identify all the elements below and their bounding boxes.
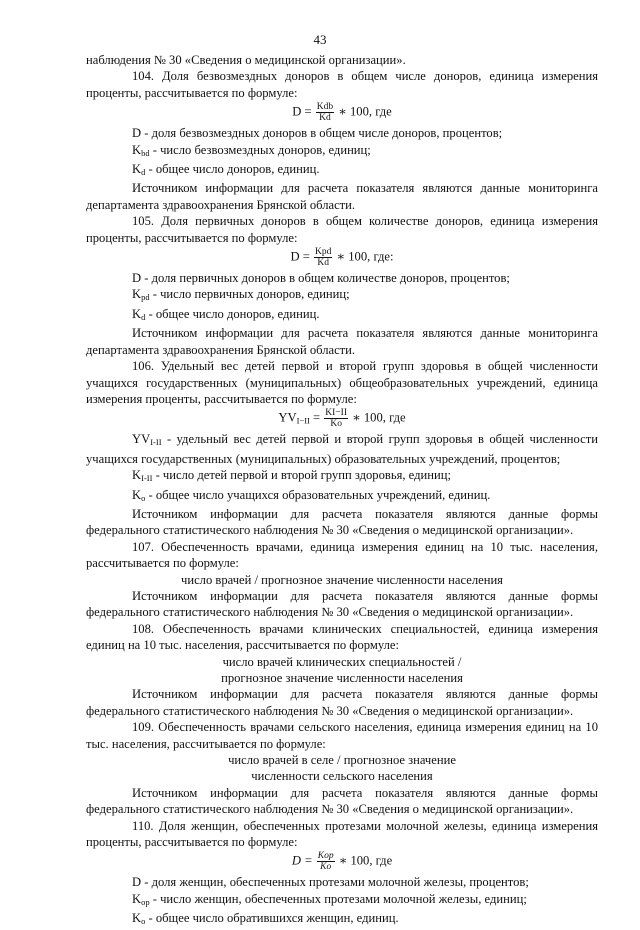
var-subscript: I-II [141, 473, 153, 484]
var-description: - число первичных доноров, единиц; [149, 287, 350, 302]
formula-109-line-1: число врачей в селе / прогнозное значение [228, 753, 456, 768]
var-description: - число женщин, обеспеченных протезами молочной железы, единиц; [149, 891, 527, 906]
formula-109-line-2: численности сельского населения [251, 769, 433, 784]
variable-definition [86, 286, 598, 305]
formula-fraction [324, 408, 348, 429]
formula-rhs: ∗ 100, где [352, 410, 406, 425]
section-105-text: 105. Доля первичных доноров в общем количестве доноров, единица измерения проценты, рассчитывается по формуле: [86, 214, 598, 245]
formula-rhs: ∗ 100, где [338, 853, 393, 868]
var-description: - общее число обратившихся женщин, единиц. [145, 911, 399, 926]
var-symbol: K [132, 487, 142, 502]
formula-107: число врачей / прогнозное значение численности населения [181, 572, 503, 587]
variable-definition [86, 142, 598, 161]
var-subscript: d [141, 167, 146, 178]
var-symbol: K [132, 306, 142, 321]
var-description: - общее число учащихся образовательных учреждений, единиц. [145, 487, 491, 502]
section-105-source: Источником информации для расчета показателя являются данные мониторинга департамента здравоохранения Брянской области. [86, 326, 598, 357]
formula-numerator: Kop [317, 851, 334, 862]
formula-denominator: Ko [320, 862, 332, 873]
variable-definition: D - доля безвозмездных доноров в общем числе доноров, процентов; [132, 126, 503, 141]
formula-rhs: ∗ 100, где: [336, 249, 394, 264]
var-description: - общее число доноров, единиц. [145, 162, 320, 177]
formula-fraction [317, 851, 335, 872]
formula-lhs: D = [292, 104, 312, 119]
var-symbol: K [132, 891, 142, 906]
formula-equals: = [309, 410, 321, 425]
section-107-text: 107. Обеспеченность врачами, единица измерения единиц на 10 тыс. населения, рассчитывается по формуле: [86, 539, 598, 571]
var-symbol: K [132, 287, 142, 302]
formula-106 [86, 408, 598, 429]
var-symbol: K [132, 162, 142, 177]
formula-lhs-subscript: I−II [296, 415, 310, 426]
var-symbol: K [132, 911, 142, 926]
formula-104 [86, 102, 598, 123]
variable-definition [86, 431, 598, 467]
section-107-source: Источником информации для расчета показателя являются данные формы федерального статистического наблюдения № 30 «Сведения о медицинской организации». [86, 588, 598, 620]
section-108-source: Источником информации для расчета показателя являются данные формы федерального статистического наблюдения № 30 «Сведения о медицинской организации». [86, 687, 598, 718]
variable-definition [86, 161, 598, 180]
var-subscript: pd [141, 292, 150, 303]
var-symbol: YV [132, 432, 151, 447]
variable-definition [86, 891, 598, 910]
page-number: 43 [313, 32, 327, 47]
formula-lhs: D = [291, 853, 313, 868]
var-subscript: d [141, 311, 146, 322]
var-subscript: o [141, 492, 146, 503]
var-symbol: K [132, 142, 142, 157]
section-104-source: Источником информации для расчета показателя являются данные мониторинга департамента здравоохранения Брянской области. [86, 181, 598, 212]
variable-definition: D - доля женщин, обеспеченных протезами молочной железы, процентов; [132, 875, 529, 890]
formula-denominator: Ko [330, 419, 342, 430]
formula-lhs: D = [290, 249, 310, 264]
formula-denominator: Kd [319, 113, 331, 124]
section-109-text: 109. Обеспеченность врачами сельского населения, единица измерения единиц на 10 тыс. населения, рассчитывается по формуле: [86, 720, 598, 751]
formula-lhs: YV [278, 410, 297, 425]
var-description: - общее число доноров, единиц. [145, 306, 320, 321]
formula-numerator: Kpd [315, 247, 332, 258]
var-description: - число детей первой и второй групп здоровья, единиц; [152, 468, 451, 483]
formula-108-line-1: число врачей клинических специальностей / [222, 654, 462, 669]
section-106-text: 106. Удельный вес детей первой и второй групп здоровья в общей численности учащихся государственных (муниципальных) общеобразовательных учреждений, единица измерения проценты, рассчитывается по формуле: [86, 359, 598, 406]
formula-fraction [314, 247, 332, 268]
variable-definition [86, 910, 598, 929]
section-109-source: Источником информации для расчета показателя являются данные формы федерального статистического наблюдения № 30 «Сведения о медицинской организации». [86, 785, 598, 817]
var-symbol: K [132, 468, 142, 483]
section-110-text: 110. Доля женщин, обеспеченных протезами молочной железы, единица измерения проценты, рассчитывается по формуле: [86, 818, 598, 850]
formula-denominator: Kd [317, 258, 330, 269]
document-body [86, 52, 598, 930]
formula-108-line-2: прогнозное значение численности населения [221, 671, 463, 685]
formula-numerator: KI−II [325, 408, 348, 419]
variable-definition: D - доля первичных доноров в общем количестве доноров, процентов; [132, 271, 510, 286]
var-description: - число безвозмездных доноров, единиц; [149, 142, 371, 157]
variable-definition [86, 306, 598, 325]
paragraph-intro-tail: наблюдения № 30 «Сведения о медицинской организации». [86, 53, 406, 67]
formula-numerator: Kdb [316, 102, 334, 113]
var-subscript: o [141, 916, 146, 927]
section-104-text: 104. Доля безвозмездных доноров в общем числе доноров, единица измерения проценты, рассчитывается по формуле: [86, 69, 598, 100]
section-106-source: Источником информации для расчета показателя являются данные формы федерального статистического наблюдения № 30 «Сведения о медицинской организации». [86, 506, 598, 538]
formula-fraction [316, 102, 334, 123]
var-subscript: bd [141, 147, 150, 158]
formula-105 [86, 247, 598, 268]
var-subscript: I-II [150, 437, 162, 448]
section-108-text: 108. Обеспеченность врачами клинических специальностей, единица измерения единиц на 10 тыс. населения, рассчитывается по формуле: [86, 621, 598, 653]
variable-definition [86, 487, 598, 506]
formula-rhs: ∗ 100, где [338, 104, 392, 119]
variable-definition [86, 467, 598, 486]
formula-110 [86, 851, 598, 872]
var-subscript: op [141, 896, 150, 907]
var-description: - удельный вес детей первой и второй групп здоровья в общей численности учащихся государственных (муниципальных) образовательных учреждений, процентов; [86, 432, 598, 466]
